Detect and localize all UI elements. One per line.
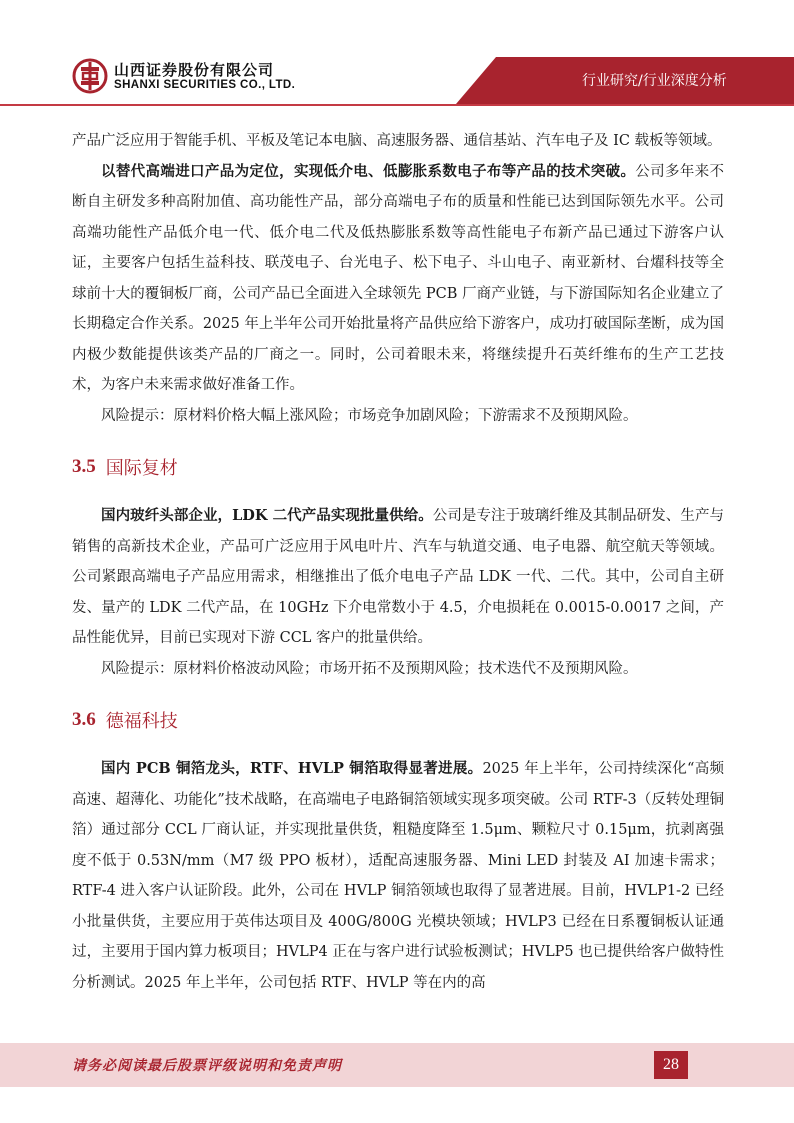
paragraph-lead: 国内 PCB 铜箔龙头，RTF、HVLP 铜箔取得显著进展。 bbox=[101, 760, 483, 777]
company-name-cn: 山西证券股份有限公司 bbox=[114, 61, 275, 79]
paragraph bbox=[72, 754, 724, 998]
page-header bbox=[0, 0, 794, 112]
paragraph bbox=[72, 157, 724, 401]
report-body bbox=[72, 126, 724, 998]
section-number: 3.5 bbox=[72, 456, 96, 477]
section-heading bbox=[72, 445, 724, 489]
page-number: 28 bbox=[654, 1051, 688, 1079]
section-title: 国际复材 bbox=[105, 458, 178, 479]
paragraph: 产品广泛应用于智能手机、平板及笔记本电脑、高速服务器、通信基站、汽车电子及 IC 载板等领域。 bbox=[72, 133, 722, 149]
paragraph-text: 公司是专注于玻璃纤维及其制品研发、生产与销售的高新技术企业，产品可广泛应用于风电叶片、汽车与轨道交通、电子电器、航空航天等领域。公司紧跟高端电子产品应用需求，相继推出了低介电电子产品 LDK 一代、二代。其中，公司自主研发、量产的 LDK 二代产品，在 10GHz 下介电常数小于 4.5，介电损耗在 0.0015-0.0017 之间，产品性能优异，目前已实现对下游 CCL 客户的批量供给。 bbox=[72, 508, 725, 646]
paragraph-text: 2025 年上半年，公司持续深化“高频高速、超薄化、功能化”技术战略，在高端电子电路铜箔领域实现多项突破。公司 RTF-3（反转处理铜箔）通过部分 CCL 厂商认证，并实现批量供货，粗糙度降至 1.5μm、颗粒尺寸 0.15μm，抗剥离强度不低于 0.53N/mm（M7 级 PPO 板材），适配高速服务器、Mini LED 封装及 AI 加速卡需求；RTF-4 进入客户认证阶段。此外，公司在 HVLP 铜箔领域也取得了显著进展。目前，HVLP1-2 已经小批量供货，主要应用于英伟达项目及 400G/800G 光模块领域；HVLP3 已经在日系覆铜板认证通过，主要用于国内算力板项目；HVLP4 正在与客户进行试验板测试；HVLP5 也已提供给客户做特性分析测试。2025 年上半年，公司包括 RTF、HVLP 等在内的高 bbox=[72, 761, 724, 991]
risk-note: 风险提示：原材料价格大幅上涨风险；市场竞争加剧风险；下游需求不及预期风险。 bbox=[101, 407, 638, 424]
company-logo-icon bbox=[72, 58, 108, 94]
disclaimer-text: 请务必阅读最后股票评级说明和免责声明 bbox=[72, 1058, 342, 1074]
page-footer bbox=[0, 1043, 794, 1087]
header-divider bbox=[0, 104, 794, 106]
section-heading bbox=[72, 698, 724, 742]
paragraph-lead: 以替代高端进口产品为定位，实现低介电、低膨胀系数电子布等产品的技术突破。 bbox=[101, 162, 636, 180]
paragraph-lead: 国内玻纤头部企业，LDK 二代产品实现批量供给。 bbox=[101, 507, 433, 524]
section-number: 3.6 bbox=[72, 709, 96, 730]
company-name-en: SHANXI SECURITIES CO., LTD. bbox=[114, 79, 296, 91]
report-category: 行业研究/行业深度分析 bbox=[582, 73, 727, 89]
paragraph-text: 公司多年来不断自主研发多种高附加值、高功能性产品，部分高端电子布的质量和性能已达到国际领先水平。公司高端功能性产品低介电一代、低介电二代及低热膨胀系数等高性能电子布新产品已通过下游客户认证，主要客户包括生益科技、联茂电子、台光电子、松下电子、斗山电子、南亚新材、台燿科技等全球前十大的覆铜板厂商，公司产品已全面进入全球领先 PCB 厂商产业链，与下游国际知名企业建立了长期稳定合作关系。2025 年上半年公司开始批量将产品供应给下游客户，成功打破国际垄断，成为国内极少数能提供该类产品的厂商之一。同时，公司着眼未来，将继续提升石英纤维布的生产工艺技术，为客户未来需求做好准备工作。 bbox=[72, 163, 725, 393]
paragraph bbox=[72, 501, 724, 654]
risk-note: 风险提示：原材料价格波动风险；市场开拓不及预期风险；技术迭代不及预期风险。 bbox=[101, 660, 638, 677]
section-title: 德福科技 bbox=[105, 711, 178, 732]
